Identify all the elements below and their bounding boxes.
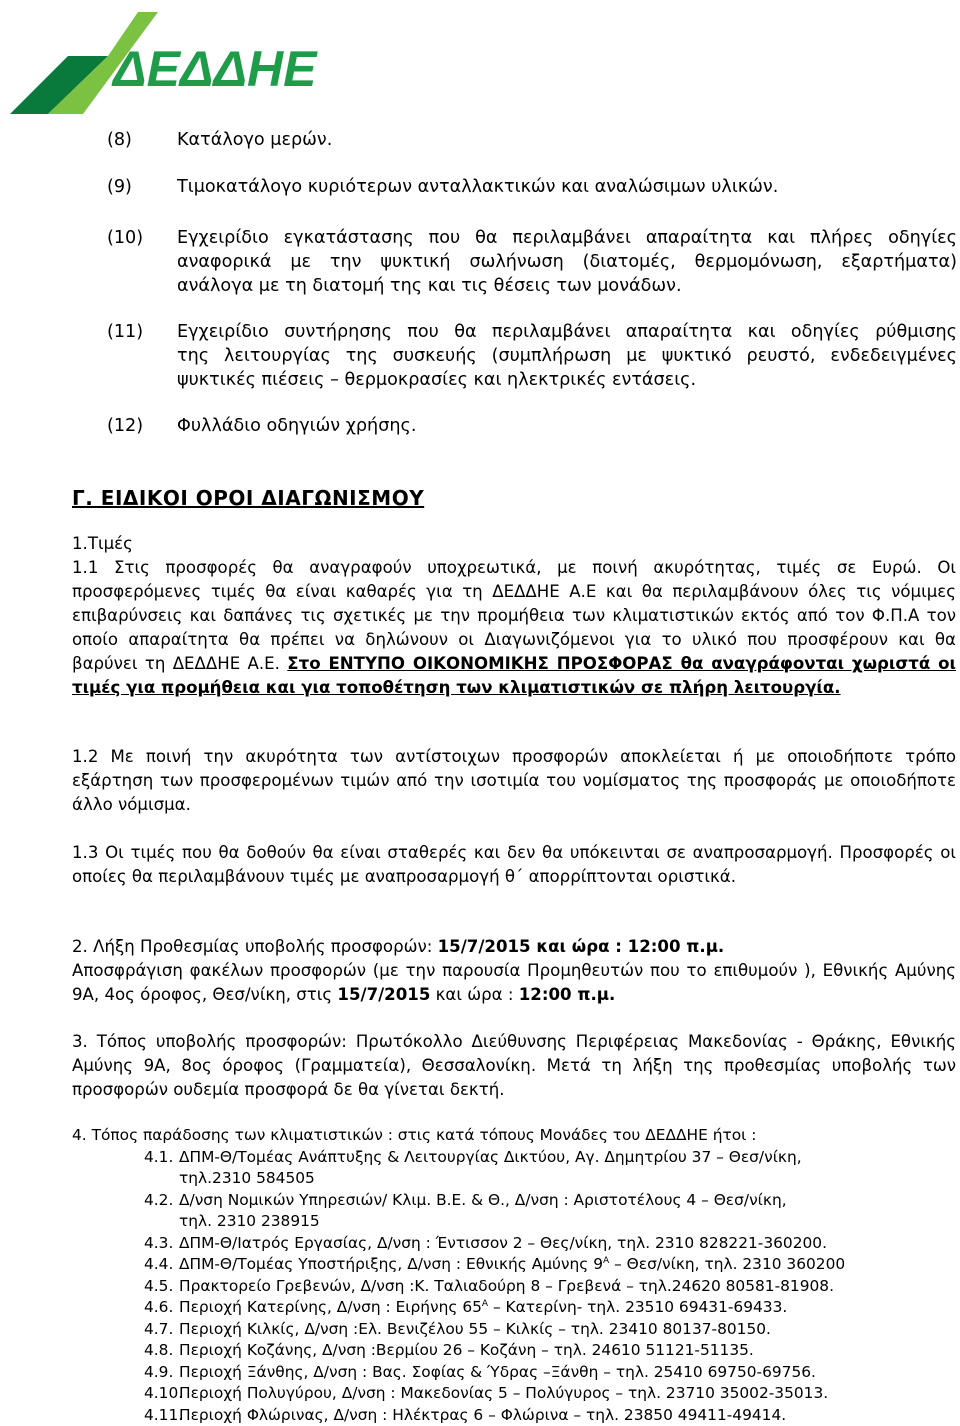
list-item: 4.3. ΔΠΜ-Θ/Ιατρός Εργασίας, Δ/νση : Έντισσον 2 – Θες/νίκη, τηλ. 2310 828221-360200. xyxy=(72,1233,956,1255)
emphasis-text: Στο ΕΝΤΥΠΟ ΟΙΚΟΝΟΜΙΚΗΣ ΠΡΟΣΦΟΡΑΣ θα αναγράφονται χωριστά οι τιμές για προμήθεια και για τοποθέτηση των κλιματιστικών σε πλήρη λειτουργία. xyxy=(72,654,956,697)
list-item: 4.7. Περιοχή Κιλκίς, Δ/νση :Ελ. Βενιζέλου 55 – Κιλκίς – τηλ. 23410 80137-80150. xyxy=(72,1319,956,1341)
list-text: Κατάλογο μερών. xyxy=(177,128,957,152)
list-item: 4.11. Περιοχή Φλώρινας, Δ/νση : Ηλέκτρας 6 – Φλώρινα – τηλ. 23850 49411-49414. xyxy=(72,1405,956,1426)
list-item: 4.6. Περιοχή Κατερίνης, Δ/νση : Ειρήνης $65^A - K\alpha\tau\varepsilon\rho ί\nu\eta-$ τηλ. 23510 69431-69433. xyxy=(72,1297,956,1319)
list-item-cont: τηλ.2310 584505 xyxy=(72,1168,956,1190)
paragraph-place: 3. Τόπος υποβολής προσφορών: Πρωτόκολλο Διεύθυνσης Περιφέρειας Μακεδονίας - Θράκης, Εθνικής Αμύνης 9Α, 8ος όροφος (Γραμματεία), Θεσσαλονίκη. Μετά τη λήξη της προθεσμίας υποβολής των προσφορών ουδεμία προσφορά δε θα γίνεται δεκτή. xyxy=(72,1030,956,1102)
list-text: Φυλλάδιο οδηγιών χρήσης. xyxy=(177,414,957,438)
list-item-9 xyxy=(107,175,957,199)
list-num: (12) xyxy=(107,414,177,438)
section-heading: Γ. ΕΙΔΙΚΟΙ ΟΡΟΙ ΔΙΑΓΩΝΙΣΜΟΥ xyxy=(72,486,424,510)
list-item-cont: τηλ. 2310 238915 xyxy=(72,1211,956,1233)
delivery-title: 4. Τόπος παράδοσης των κλιματιστικών : στις κατά τόπους Μονάδες του ΔΕΔΔΗΕ ήτοι : xyxy=(72,1125,956,1147)
list-item-12 xyxy=(107,414,957,438)
paragraph-deadline: 2. Λήξη Προθεσμίας υποβολής προσφορών: 15/7/2015 και ώρα : 12:00 π.μ. Αποσφράγιση φακέλων προσφορών (με την παρουσία Προμηθευτών που το επιθυμούν ), Εθνικής Αμύνης 9Α, 4ος όροφος, Θεσ/νίκη, στις 15/7/2015 και ώρα : 12:00 π.μ. xyxy=(72,935,956,1007)
company-logo xyxy=(8,10,348,120)
list-item: 4.4. ΔΠΜ-Θ/Τομέας Υποστήριξης, Δ/νση : Εθνικής Αμύνης $9^A - \Theta\varepsilon\sigma/\nu ί\kappa\eta$, τηλ. 2310 360200 xyxy=(72,1254,956,1276)
list-item-11 xyxy=(107,320,957,392)
paragraph-1-1: 1.1 Στις προσφορές θα αναγραφούν υποχρεωτικά, με ποινή ακυρότητας, τιμές σε Ευρώ. Οι προσφερόμενες τιμές θα είναι καθαρές για τη ΔΕΔΔΗΕ Α.Ε και θα περιλαμβάνουν όλες τις νόμιμες επιβαρύνσεις και δαπάνες τις σχετικές με την προμήθεια των κλιματιστικών εκτός από τον Φ.Π.Α τον οποίο απαραίτητα θα πρέπει να δηλώνουν οι Διαγωνιζόμενοι για το υλικό που προσφέρουν και θα βαρύνει τη ΔΕΔΔΗΕ Α.Ε. Στο ΕΝΤΥΠΟ ΟΙΚΟΝΟΜΙΚΗΣ ΠΡΟΣΦΟΡΑΣ θα αναγράφονται χωριστά οι τιμές για προμήθεια και για τοποθέτηση των κλιματιστικών σε πλήρη λειτουργία. xyxy=(72,556,956,700)
logo-text: ΔΕΔΔΗΕ xyxy=(111,41,318,97)
list-num: (8) xyxy=(107,128,177,152)
list-item: 4.8. Περιοχή Κοζάνης, Δ/νση :Βερμίου 26 – Κοζάνη – τηλ. 24610 51121-51135. xyxy=(72,1340,956,1362)
list-text: Εγχειρίδιο εγκατάστασης που θα περιλαμβάνει απαραίτητα και πλήρες οδηγίες αναφορικά με την ψυκτική σωλήνωση (διατομές, θερμομόνωση, εξαρτήματα) ανάλογα με τη διατομή της και τις θέσεις των μονάδων. xyxy=(177,226,957,298)
list-item-8 xyxy=(107,128,957,152)
list-text: Εγχειρίδιο συντήρησης που θα περιλαμβάνει απαραίτητα και οδηγίες ρύθμισης της λειτουργίας της συσκευής (συμπλήρωση με ψυκτικό ρευστό, ενδεδειγμένες ψυκτικές πιέσεις – θερμοκρασίες και ηλεκτρικές εντάσεις. xyxy=(177,320,957,392)
prices-title: 1.Τιμές xyxy=(72,532,956,556)
list-item: 4.2. Δ/νση Νομικών Υπηρεσιών/ Κλιμ. Β.Ε. & Θ., Δ/νση : Αριστοτέλους 4 – Θεσ/νίκη, xyxy=(72,1190,956,1212)
list-text: Τιμοκατάλογο κυριότερων ανταλλακτικών και αναλώσιμων υλικών. xyxy=(177,175,957,199)
list-item: 4.10. Περιοχή Πολυγύρου, Δ/νση : Μακεδονίας 5 – Πολύγυρος – τηλ. 23710 35002-35013. xyxy=(72,1383,956,1405)
list-item-10 xyxy=(107,226,957,298)
list-item: 4.1. ΔΠΜ-Θ/Τομέας Ανάπτυξης & Λειτουργίας Δικτύου, Αγ. Δημητρίου 37 – Θεσ/νίκη, xyxy=(72,1147,956,1169)
list-item: 4.5. Πρακτορείο Γρεβενών, Δ/νση :Κ. Ταλιαδούρη 8 – Γρεβενά – τηλ.24620 80581-81908. xyxy=(72,1276,956,1298)
delivery-section xyxy=(72,1125,956,1426)
list-num: (9) xyxy=(107,175,177,199)
paragraph-1-3: 1.3 Οι τιμές που θα δοθούν θα είναι σταθερές και δεν θα υπόκεινται σε αναπροσαρμογή. Προσφορές οι οποίες θα περιλαμβάνουν τιμές με αναπροσαρμογή θ΄ απορρίπτονται οριστικά. xyxy=(72,841,956,889)
list-num: (10) xyxy=(107,226,177,298)
list-item: 4.9. Περιοχή Ξάνθης, Δ/νση : Βας. Σοφίας & Ύδρας –Ξάνθη – τηλ. 25410 69750-69756. xyxy=(72,1362,956,1384)
list-num: (11) xyxy=(107,320,177,392)
paragraph-1-2: 1.2 Με ποινή την ακυρότητα των αντίστοιχων προσφορών αποκλείεται ή με οποιοδήποτε τρόπο εξάρτηση των προσφερομένων τιμών από την ισοτιμία του νομίσματος της προσφοράς με οποιοδήποτε άλλο νόμισμα. xyxy=(72,745,956,817)
